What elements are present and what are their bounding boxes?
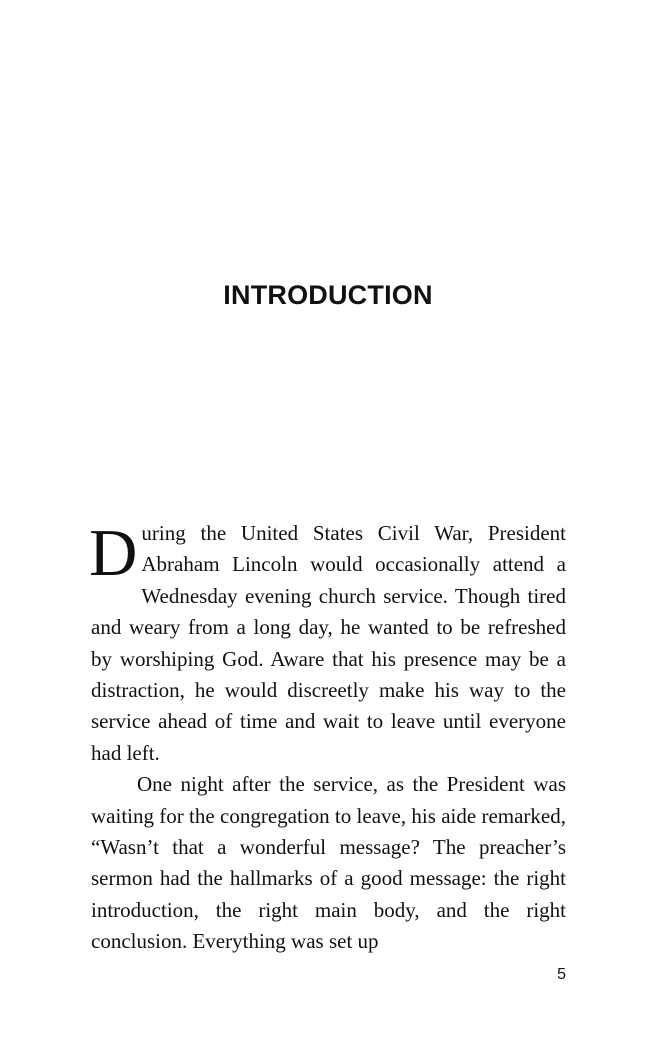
drop-cap: D (89, 516, 138, 590)
paragraph-1 (91, 518, 566, 769)
page-number: 5 (557, 966, 566, 983)
paragraph-1-text: uring the United States Civil War, President Abraham Lincoln would occasionally attend a Wednesday evening church service. Though tired and weary from a long day, he wanted to be refreshed by worshiping God. Aware that his presence may be a distraction, he would discreetly make his way to the service ahead of time and wait to leave until everyone had left. (91, 521, 566, 765)
body-text (91, 518, 566, 958)
chapter-title: INTRODUCTION (223, 280, 433, 310)
paragraph-2: One night after the service, as the President was waiting for the congregation to leave, his aide remarked, “Wasn’t that a wonderful message? The preacher’s sermon had the hallmarks of a good message: the right introduction, the right main body, and the right conclusion. Everything was set up (91, 772, 566, 954)
